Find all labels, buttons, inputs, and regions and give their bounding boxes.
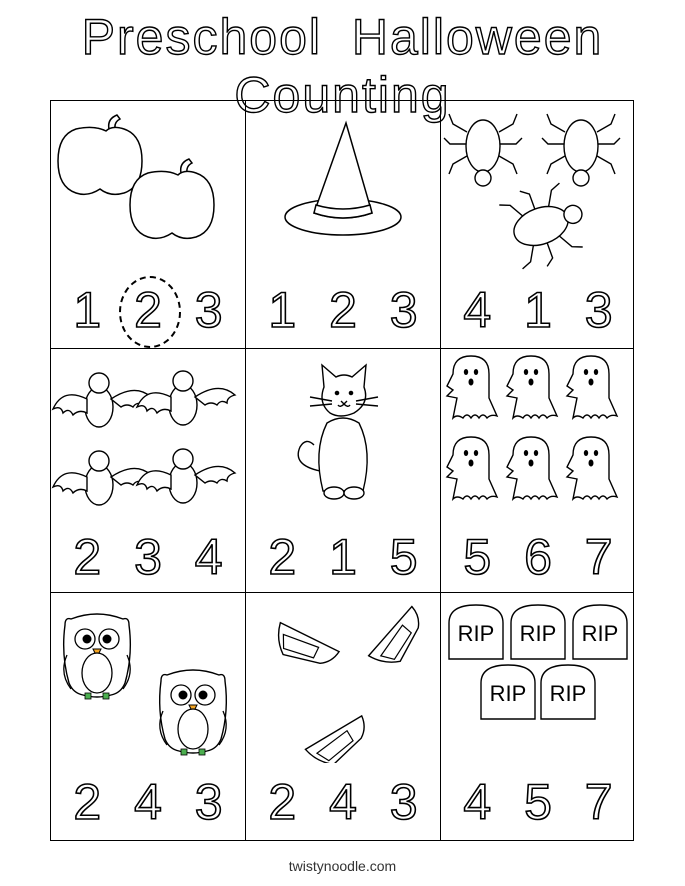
- witch-hat-icon: [246, 101, 440, 271]
- bat-icon: [51, 349, 245, 519]
- cell-pumpkins: [51, 101, 245, 348]
- number-choice[interactable]: 4: [463, 774, 492, 830]
- number-choice[interactable]: 5: [389, 529, 418, 585]
- number-choice[interactable]: 1: [329, 529, 357, 585]
- site-credit: twistynoodle.com: [288, 858, 397, 874]
- number-choice[interactable]: 5: [463, 529, 492, 585]
- number-choice[interactable]: 2: [329, 282, 357, 338]
- pumpkin-icon: [51, 101, 245, 271]
- number-choice[interactable]: 4: [134, 774, 162, 830]
- number-choice[interactable]: 3: [194, 282, 223, 338]
- cell-tombstones: [441, 593, 635, 841]
- tombstone-label: RIP: [519, 621, 557, 646]
- number-choices: [246, 529, 440, 585]
- number-choices: [51, 282, 245, 338]
- number-choice[interactable]: 2: [268, 774, 297, 830]
- number-choice[interactable]: 6: [524, 529, 552, 585]
- number-choice[interactable]: 3: [134, 529, 162, 585]
- number-choice[interactable]: 4: [329, 774, 357, 830]
- tombstone-icon: [441, 593, 635, 763]
- number-choices: [51, 774, 245, 830]
- counting-grid: [50, 100, 634, 841]
- tombstone-label: RIP: [489, 681, 527, 706]
- number-choice[interactable]: 2: [73, 529, 102, 585]
- cell-candy-corn: [246, 593, 440, 841]
- number-choice[interactable]: 5: [524, 774, 552, 830]
- number-choices: [441, 282, 635, 338]
- number-choice[interactable]: 7: [584, 529, 613, 585]
- number-choice[interactable]: 3: [194, 774, 223, 830]
- cell-cat: [246, 349, 440, 592]
- number-choice[interactable]: 2: [268, 529, 297, 585]
- number-choice[interactable]: 4: [463, 282, 492, 338]
- number-choices: [246, 774, 440, 830]
- tombstone-label: RIP: [581, 621, 619, 646]
- number-choice[interactable]: 3: [389, 282, 418, 338]
- worksheet-title: Preschool Halloween Counting: [81, 9, 604, 123]
- number-choices: [51, 529, 245, 585]
- candy-corn-icon: [246, 593, 440, 763]
- number-choice[interactable]: 3: [584, 282, 613, 338]
- number-choice[interactable]: 1: [268, 282, 297, 338]
- owl-icon: [51, 593, 245, 763]
- cell-spiders: [441, 101, 635, 348]
- number-choice[interactable]: 4: [194, 529, 223, 585]
- number-choice-circled[interactable]: 2: [123, 285, 173, 335]
- spider-icon: [441, 101, 635, 271]
- cell-ghosts: [441, 349, 635, 592]
- cell-bats: [51, 349, 245, 592]
- number-choices: [441, 529, 635, 585]
- number-choice[interactable]: 1: [73, 282, 102, 338]
- number-choices: [246, 282, 440, 338]
- number-choice[interactable]: 2: [73, 774, 102, 830]
- tombstone-label: RIP: [549, 681, 587, 706]
- cat-icon: [246, 349, 440, 519]
- cell-owls: [51, 593, 245, 841]
- cell-witch-hat: [246, 101, 440, 348]
- ghost-icon: [441, 349, 635, 519]
- number-choices: [441, 774, 635, 830]
- number-choice[interactable]: 1: [524, 282, 552, 338]
- number-choice[interactable]: 7: [584, 774, 613, 830]
- number-choice[interactable]: 3: [389, 774, 418, 830]
- tombstone-label: RIP: [457, 621, 495, 646]
